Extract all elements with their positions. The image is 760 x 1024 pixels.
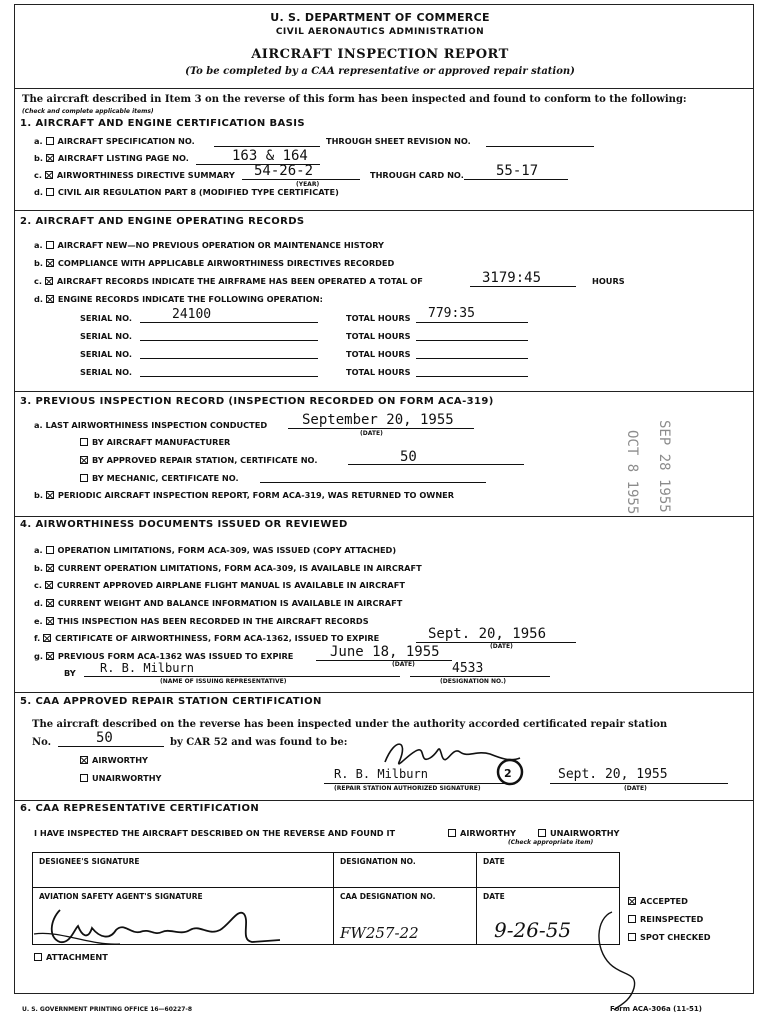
checkbox-4g[interactable] xyxy=(46,652,54,660)
option-text: AIRWORTHY xyxy=(92,755,148,765)
cell-label: AVIATION SAFETY AGENT'S SIGNATURE xyxy=(39,892,203,901)
received-stamp: OCT 8 1955 xyxy=(624,430,640,515)
serial-1-value: 24100 xyxy=(172,307,212,322)
item-letter: c. xyxy=(34,580,42,590)
total-hours-line xyxy=(416,376,528,377)
listing-page-value: 163 & 164 xyxy=(232,148,308,164)
coa-expire-value: Sept. 20, 1956 xyxy=(428,626,547,642)
item-text: AIRCRAFT RECORDS INDICATE THE AIRFRAME HAS BEEN OPERATED A TOTAL OF xyxy=(56,276,423,286)
divider xyxy=(14,692,754,693)
item-text: PERIODIC AIRCRAFT INSPECTION REPORT, FORM ACA-319, WAS RETURNED TO OWNER xyxy=(57,490,455,500)
option-text: SPOT CHECKED xyxy=(640,932,711,942)
date-caption: (DATE) xyxy=(490,643,513,650)
checkbox-4d[interactable] xyxy=(46,599,54,607)
item-text: LAST AIRWORTHINESS INSPECTION CONDUCTED xyxy=(45,420,268,430)
item-2a xyxy=(34,240,384,250)
intro-text: The aircraft described in Item 3 on the reverse of this form has been inspected and found to conform to the following: xyxy=(22,94,687,105)
card-no-value: 55-17 xyxy=(496,163,539,179)
section-2-heading: 2. AIRCRAFT AND ENGINE OPERATING RECORDS xyxy=(20,216,305,227)
option-text: BY MECHANIC, CERTIFICATE NO. xyxy=(92,473,239,483)
last-inspection-line xyxy=(288,428,474,429)
date-caption: (DATE) xyxy=(624,785,647,792)
serial-line xyxy=(140,376,318,377)
section-6-text: I HAVE INSPECTED THE AIRCRAFT DESCRIBED ON THE REVERSE AND FOUND IT xyxy=(34,828,396,838)
ad-summary-line xyxy=(242,179,360,180)
serial-label: SERIAL NO. xyxy=(80,367,132,377)
serial-label: SERIAL NO. xyxy=(80,313,132,323)
item-letter: d. xyxy=(34,294,43,304)
airworthy-option xyxy=(80,755,148,765)
form-number-footer: Form ACA-306a (11-51) xyxy=(610,1005,702,1013)
total-hours-line xyxy=(416,340,528,341)
total-hours-1-value: 779:35 xyxy=(428,306,475,321)
option-mechanic xyxy=(80,473,239,483)
svg-text:2: 2 xyxy=(504,767,512,780)
cell-label: DATE xyxy=(483,857,505,866)
item-letter: b. xyxy=(34,490,43,500)
date-cell-1[interactable] xyxy=(476,852,620,888)
designation-no-value: 4533 xyxy=(452,661,484,676)
section-5-text: The aircraft described on the reverse has been inspected under the authority accorded certificated repair station xyxy=(32,719,668,730)
item-letter: a. xyxy=(34,240,43,250)
divider xyxy=(14,88,754,89)
item-letter: d. xyxy=(34,187,43,197)
checkbox-repair-station[interactable] xyxy=(80,456,88,464)
cell-label: DATE xyxy=(483,892,505,901)
checkbox-unairworthy[interactable] xyxy=(80,774,88,782)
repair-station-cert-line xyxy=(348,464,524,465)
item-text: CIVIL AIR REGULATION PART 8 (MODIFIED TYPE CERTIFICATE) xyxy=(57,187,339,197)
check-note: (Check appropriate item) xyxy=(508,839,594,846)
serial-label: SERIAL NO. xyxy=(80,331,132,341)
item-letter: b. xyxy=(34,153,43,163)
section-5-heading: 5. CAA APPROVED REPAIR STATION CERTIFICATION xyxy=(20,696,322,707)
cell-label: DESIGNATION NO. xyxy=(340,857,416,866)
through-card-label: THROUGH CARD NO. xyxy=(370,170,464,180)
form-subtitle: (To be completed by a CAA representative or approved repair station) xyxy=(185,66,575,77)
item-2b xyxy=(34,258,394,268)
item-letter: f. xyxy=(34,633,41,643)
sheet-rev-line xyxy=(486,146,594,147)
authorized-signature-caption: (REPAIR STATION AUTHORIZED SIGNATURE) xyxy=(334,785,481,792)
pen-loop-mark xyxy=(588,908,668,1012)
checkbox-manufacturer[interactable] xyxy=(80,438,88,446)
item-text: CERTIFICATE OF AIRWORTHINESS, FORM ACA-1362, ISSUED TO EXPIRE xyxy=(55,633,380,643)
item-1d xyxy=(34,187,339,197)
option-text: ACCEPTED xyxy=(640,896,688,906)
item-text: OPERATION LIMITATIONS, FORM ACA-309, WAS ISSUED (COPY ATTACHED) xyxy=(57,545,397,555)
issuing-rep-value: R. B. Milburn xyxy=(100,661,194,675)
form-title: AIRCRAFT INSPECTION REPORT xyxy=(251,47,509,62)
checkbox-1b[interactable] xyxy=(46,154,54,162)
divider xyxy=(14,516,754,517)
issuing-rep-line xyxy=(84,676,400,677)
checkbox-airworthy[interactable] xyxy=(80,756,88,764)
year-caption: (YEAR) xyxy=(296,181,320,188)
item-text: ENGINE RECORDS INDICATE THE FOLLOWING OPERATION: xyxy=(57,294,323,304)
by-label: BY xyxy=(64,668,76,678)
option-text: UNAIRWORTHY xyxy=(92,773,162,783)
checkbox-rep-unairworthy[interactable] xyxy=(538,829,546,837)
item-text: CURRENT OPERATION LIMITATIONS, FORM ACA-309, IS AVAILABLE IN AIRCRAFT xyxy=(57,563,422,573)
date-caption: (DATE) xyxy=(392,661,415,668)
certification-date-value: Sept. 20, 1955 xyxy=(558,767,668,782)
designation-no-cell[interactable] xyxy=(333,852,477,888)
divider xyxy=(14,391,754,392)
through-sheet-label: THROUGH SHEET REVISION NO. xyxy=(326,136,471,146)
item-4a xyxy=(34,545,396,555)
item-2d xyxy=(34,294,323,304)
authorized-signature-line xyxy=(324,783,514,784)
checkbox-4c[interactable] xyxy=(45,581,53,589)
item-letter: g. xyxy=(34,651,43,661)
option-repair-station xyxy=(80,455,317,465)
item-text: CURRENT WEIGHT AND BALANCE INFORMATION IS AVAILABLE IN AIRCRAFT xyxy=(57,598,403,608)
airframe-hours-line xyxy=(470,286,576,287)
accepted-option xyxy=(628,896,688,906)
item-1c xyxy=(34,170,235,180)
item-letter: a. xyxy=(34,136,43,146)
item-letter: a. xyxy=(34,420,43,430)
checkbox-mechanic[interactable] xyxy=(80,474,88,482)
total-hours-label: TOTAL HOURS xyxy=(346,367,411,377)
previous-expire-line xyxy=(316,660,452,661)
rep-unairworthy-option xyxy=(538,828,619,838)
divider xyxy=(14,210,754,211)
item-4b xyxy=(34,563,422,573)
checkbox-accepted[interactable] xyxy=(628,897,636,905)
option-text: REINSPECTED xyxy=(640,914,704,924)
section-6-heading: 6. CAA REPRESENTATIVE CERTIFICATION xyxy=(20,803,260,814)
checkbox-4e[interactable] xyxy=(46,617,54,625)
checkbox-attachment[interactable] xyxy=(34,953,42,961)
checkbox-rep-airworthy[interactable] xyxy=(448,829,456,837)
item-1b xyxy=(34,153,189,163)
option-text: BY APPROVED REPAIR STATION, CERTIFICATE NO. xyxy=(92,455,318,465)
section-3-heading: 3. PREVIOUS INSPECTION RECORD (INSPECTION RECORDED ON FORM ACA-319) xyxy=(20,396,494,407)
serial-label: SERIAL NO. xyxy=(80,349,132,359)
option-text: BY AIRCRAFT MANUFACTURER xyxy=(92,437,231,447)
item-4d xyxy=(34,598,402,608)
department-title: U. S. DEPARTMENT OF COMMERCE xyxy=(270,11,490,24)
item-letter: a. xyxy=(34,545,43,555)
rep-airworthy-option xyxy=(448,828,516,838)
repair-station-cert-value: 50 xyxy=(400,449,417,465)
printing-office-footer: U. S. GOVERNMENT PRINTING OFFICE 16—60227-8 xyxy=(22,1006,193,1013)
item-text: PREVIOUS FORM ACA-1362 WAS ISSUED TO EXPIRE xyxy=(57,651,294,661)
cell-label: DESIGNEE'S SIGNATURE xyxy=(39,857,140,866)
item-text: AIRCRAFT LISTING PAGE NO. xyxy=(57,153,189,163)
checkbox-1c[interactable] xyxy=(45,171,53,179)
item-text: AIRCRAFT SPECIFICATION NO. xyxy=(57,136,195,146)
spec-no-line xyxy=(214,146,320,147)
checkbox-3b[interactable] xyxy=(46,491,54,499)
serial-line xyxy=(140,322,318,323)
checkbox-4f[interactable] xyxy=(43,634,51,642)
total-hours-label: TOTAL HOURS xyxy=(346,313,411,323)
checkbox-2a[interactable] xyxy=(46,241,54,249)
checkbox-4b[interactable] xyxy=(46,564,54,572)
item-3a xyxy=(34,420,267,430)
mechanic-cert-line xyxy=(260,482,486,483)
rep-date-value: 9-26-55 xyxy=(494,918,572,942)
repair-station-no-value: 50 xyxy=(96,730,113,746)
total-hours-label: TOTAL HOURS xyxy=(346,331,411,341)
item-3b xyxy=(34,490,454,500)
option-text: UNAIRWORTHY xyxy=(550,828,620,838)
designee-signature-cell[interactable] xyxy=(32,852,334,888)
ad-summary-value: 54-26-2 xyxy=(254,163,314,179)
serial-line xyxy=(140,340,318,341)
item-1a xyxy=(34,136,195,146)
total-hours-label: TOTAL HOURS xyxy=(346,349,411,359)
item-letter: e. xyxy=(34,616,43,626)
checkbox-1d[interactable] xyxy=(46,188,54,196)
total-hours-line xyxy=(416,358,528,359)
total-hours-line xyxy=(416,322,528,323)
authorized-signer-value: R. B. Milburn xyxy=(334,767,428,781)
intro-note: (Check and complete applicable items) xyxy=(22,108,154,115)
item-letter: d. xyxy=(34,598,43,608)
attachment-option xyxy=(34,952,108,962)
item-2c xyxy=(34,276,423,286)
cell-label: CAA DESIGNATION NO. xyxy=(340,892,436,901)
administration-title: CIVIL AERONAUTICS ADMINISTRATION xyxy=(275,27,485,37)
agent-signature xyxy=(30,900,290,952)
item-text: AIRWORTHINESS DIRECTIVE SUMMARY xyxy=(56,170,235,180)
item-letter: b. xyxy=(34,563,43,573)
issuing-rep-caption: (NAME OF ISSUING REPRESENTATIVE) xyxy=(160,678,287,685)
divider xyxy=(14,800,754,801)
checkbox-2b[interactable] xyxy=(46,259,54,267)
item-4g xyxy=(34,651,293,661)
received-stamp: SEP 28 1955 xyxy=(656,420,672,513)
previous-expire-value: June 18, 1955 xyxy=(330,644,440,660)
section-5-text-2: by CAR 52 and was found to be: xyxy=(170,737,348,748)
hours-unit: HOURS xyxy=(592,276,625,286)
item-text: AIRCRAFT NEW—NO PREVIOUS OPERATION OR MAINTENANCE HISTORY xyxy=(57,240,384,250)
checkbox-1a[interactable] xyxy=(46,137,54,145)
certification-date-line xyxy=(550,783,728,784)
checkbox-4a[interactable] xyxy=(46,546,54,554)
option-text: ATTACHMENT xyxy=(46,952,108,962)
item-text: CURRENT APPROVED AIRPLANE FLIGHT MANUAL IS AVAILABLE IN AIRCRAFT xyxy=(56,580,405,590)
repair-station-no-label: No. xyxy=(32,737,52,748)
repair-station-no-line xyxy=(58,746,164,747)
item-4f xyxy=(34,633,379,643)
last-inspection-date: September 20, 1955 xyxy=(302,412,454,428)
option-text: AIRWORTHY xyxy=(460,828,516,838)
airframe-hours-value: 3179:45 xyxy=(482,270,542,286)
item-letter: b. xyxy=(34,258,43,268)
checkbox-2c[interactable] xyxy=(45,277,53,285)
item-letter: c. xyxy=(34,276,42,286)
item-4e xyxy=(34,616,369,626)
unairworthy-option xyxy=(80,773,161,783)
item-text: THIS INSPECTION HAS BEEN RECORDED IN THE AIRCRAFT RECORDS xyxy=(57,616,369,626)
item-4c xyxy=(34,580,405,590)
designation-no-caption: (DESIGNATION NO.) xyxy=(440,678,507,685)
card-no-line xyxy=(464,179,568,180)
date-caption: (DATE) xyxy=(360,430,383,437)
caa-designation-value: FW257-22 xyxy=(340,924,419,942)
item-letter: c. xyxy=(34,170,42,180)
serial-line xyxy=(140,358,318,359)
option-manufacturer xyxy=(80,437,230,447)
checkbox-2d[interactable] xyxy=(46,295,54,303)
section-1-heading: 1. AIRCRAFT AND ENGINE CERTIFICATION BASIS xyxy=(20,118,306,129)
item-text: COMPLIANCE WITH APPLICABLE AIRWORTHINESS DIRECTIVES RECORDED xyxy=(57,258,395,268)
section-4-heading: 4. AIRWORTHINESS DOCUMENTS ISSUED OR REVIEWED xyxy=(20,519,348,530)
designation-no-line xyxy=(410,676,550,677)
